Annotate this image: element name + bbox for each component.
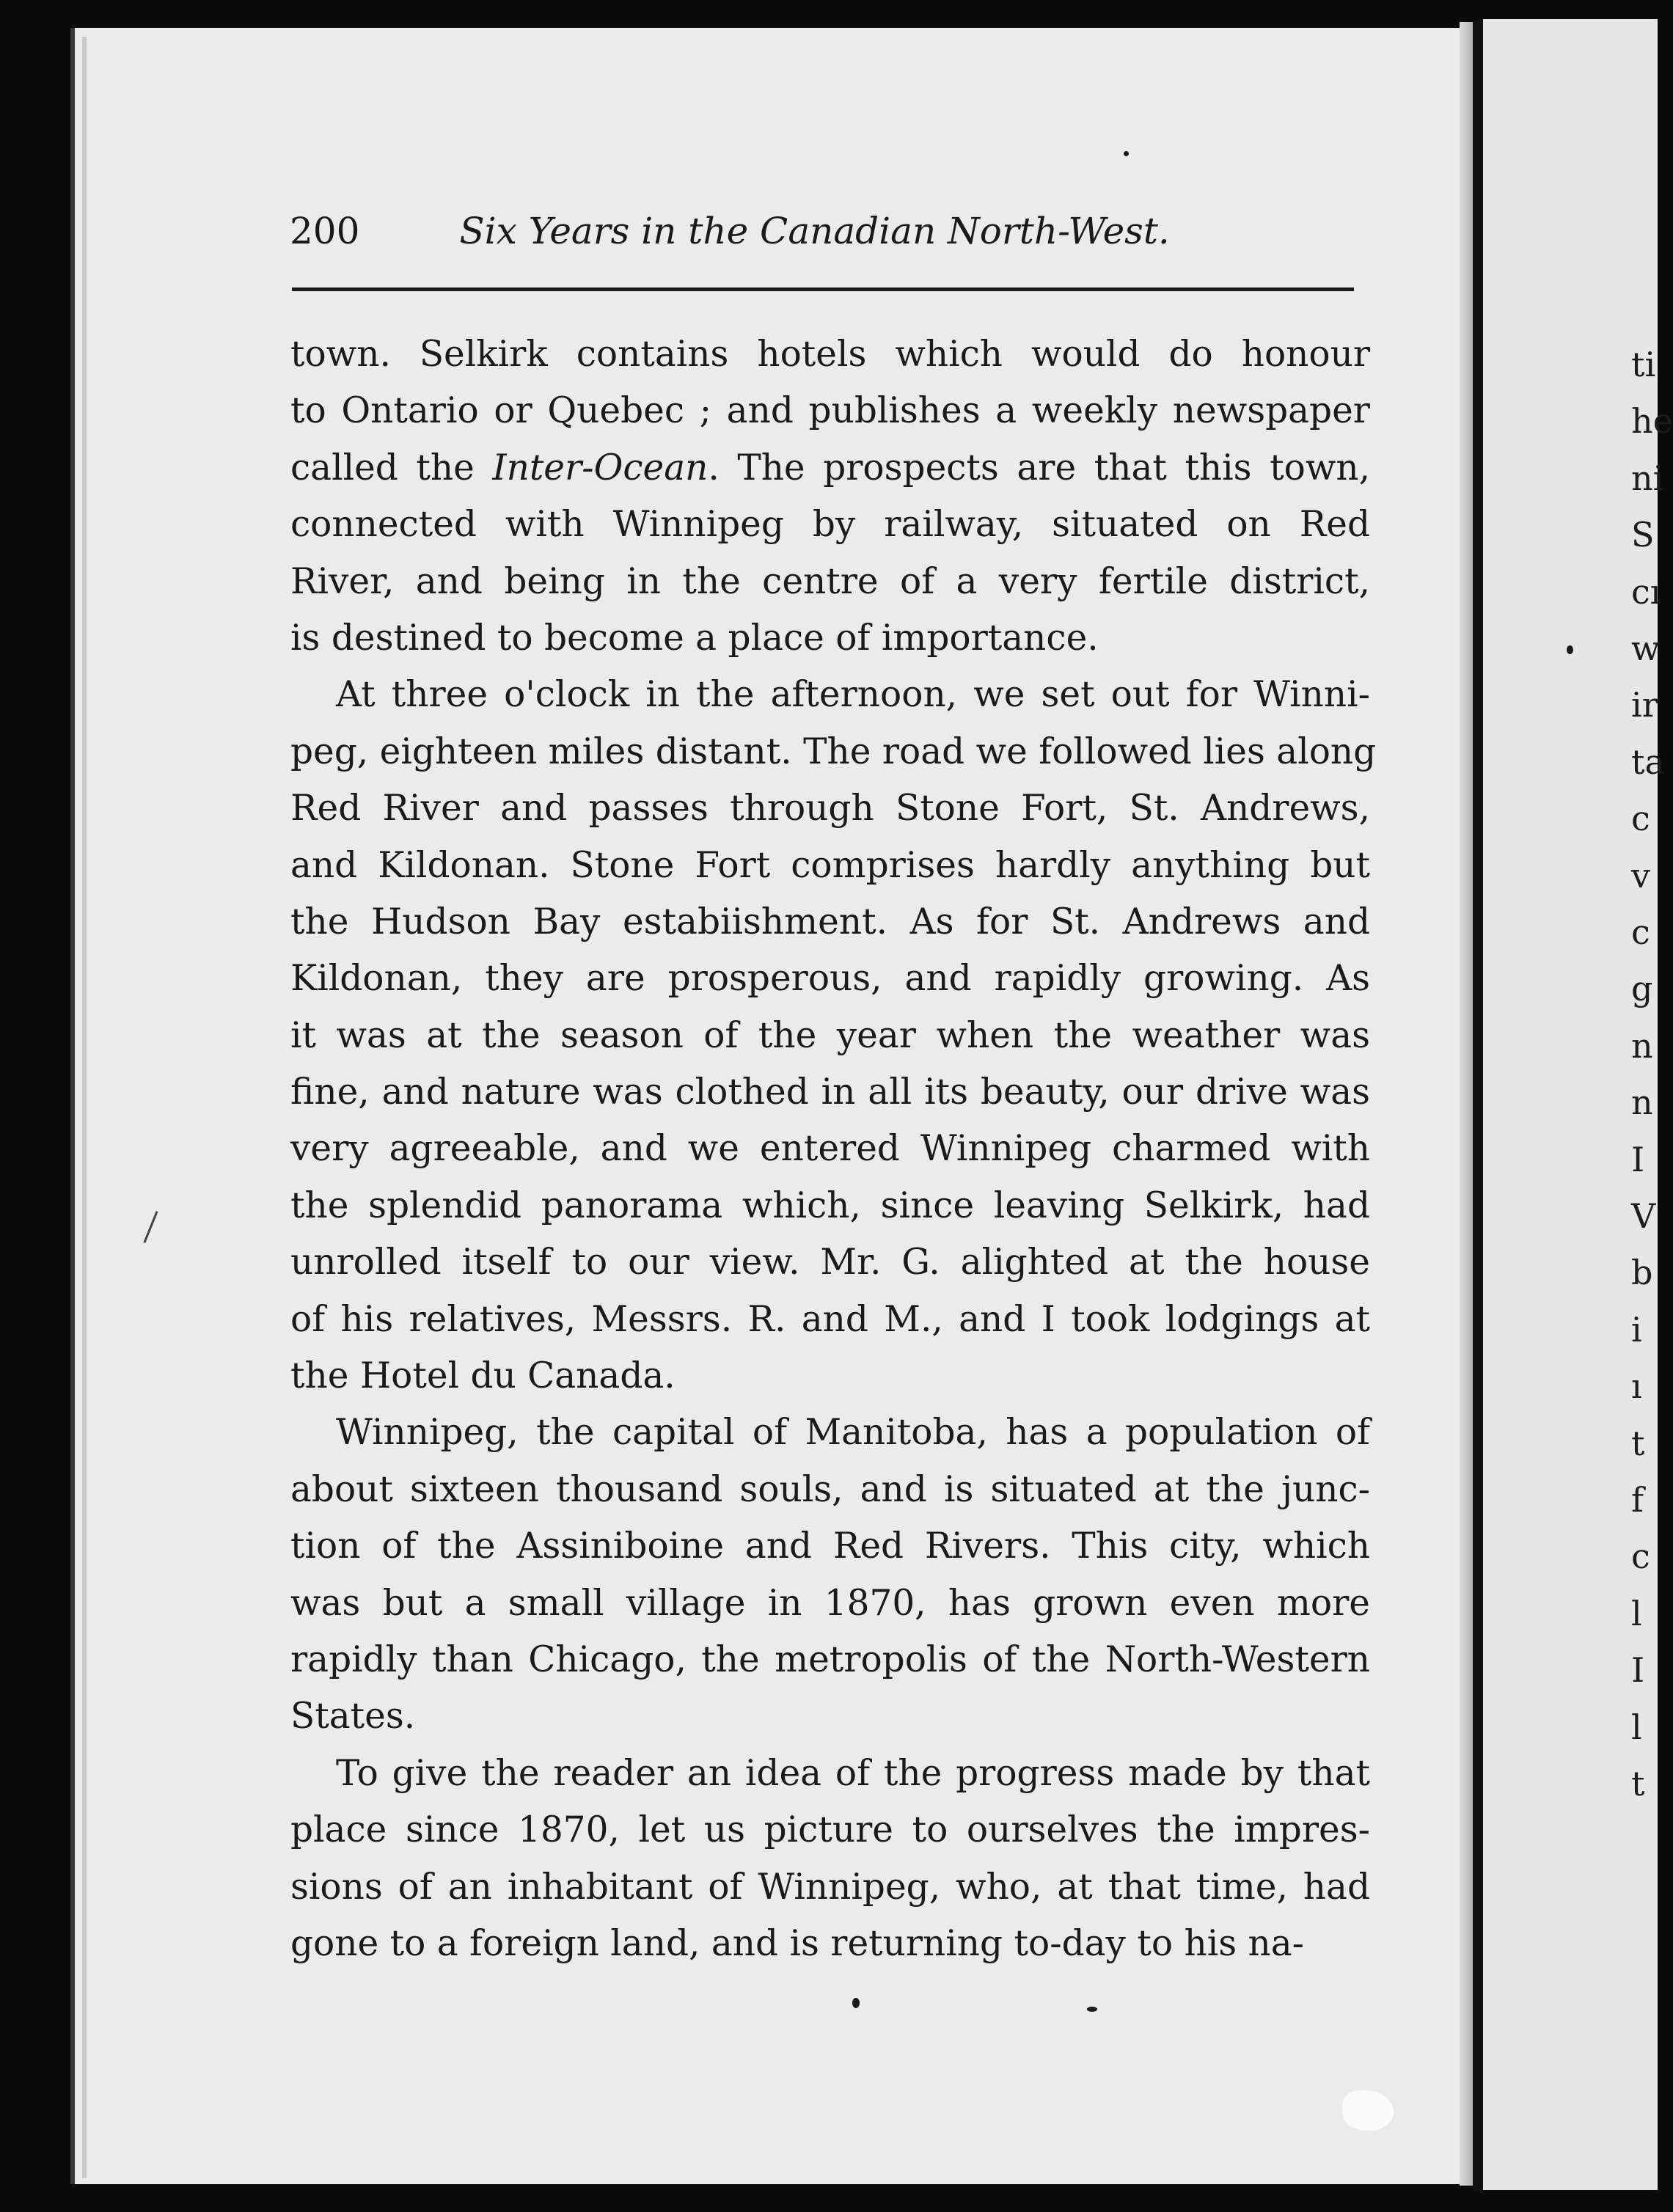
text-line: peg, eighteen miles distant. The road we followed lies along bbox=[290, 730, 1377, 772]
text-line: River, and being in the centre of a very fertile district, bbox=[290, 560, 1370, 602]
running-title: Six Years in the Canadian North-West. bbox=[459, 210, 1170, 252]
right-page-fragment-line: t bbox=[1631, 1764, 1645, 1803]
text-line: about sixteen thousand souls, and is situated at the junc- bbox=[290, 1468, 1370, 1510]
right-page-fragment-line: S bbox=[1631, 515, 1655, 555]
right-page-fragment-line: i bbox=[1631, 1309, 1642, 1349]
body-text bbox=[290, 326, 1377, 1972]
right-page-fragment-line: ta bbox=[1631, 741, 1665, 782]
text-line: To give the reader an idea of the progress made by that bbox=[336, 1752, 1370, 1794]
book-spine bbox=[1473, 21, 1483, 2191]
right-page-fragment-line: ni bbox=[1631, 458, 1664, 498]
right-page-fragment-line: ı bbox=[1631, 1366, 1642, 1407]
text-line: called the Inter-Ocean. The prospects are that this town, bbox=[290, 447, 1370, 488]
text-line: gone to a foreign land, and is returning to-day to his na- bbox=[290, 1922, 1305, 1964]
header-rule bbox=[292, 288, 1354, 291]
text-line: Winnipeg, the capital of Manitoba, has a population of bbox=[336, 1412, 1370, 1454]
text-line: fine, and nature was clothed in all its beauty, our drive was bbox=[290, 1072, 1370, 1113]
page-edge bbox=[82, 37, 87, 2178]
right-page-fragment-line: ir bbox=[1631, 685, 1658, 725]
text-line: and Kildonan. Stone Fort comprises hardly anything but bbox=[290, 844, 1370, 886]
text-line: to Ontario or Quebec ; and publishes a weekly newspaper bbox=[290, 390, 1370, 432]
right-page-fragment-line: g bbox=[1631, 969, 1653, 1009]
text-line: was but a small village in 1870, has grown even more bbox=[290, 1582, 1370, 1624]
right-page-fragment-line: c bbox=[1631, 912, 1650, 952]
right-page-fragment-line: t bbox=[1631, 1423, 1645, 1463]
ink-speck bbox=[852, 1998, 860, 2008]
text-line: very agreeable, and we entered Winnipeg charmed with bbox=[290, 1128, 1370, 1170]
right-page-fragment-line: I bbox=[1631, 1650, 1645, 1691]
text-line: tion of the Assiniboine and Red Rivers. This city, which bbox=[290, 1526, 1370, 1567]
text-line: the Hudson Bay estabiishment. As for St. Andrews and bbox=[290, 901, 1370, 942]
text-line: unrolled itself to our view. Mr. G. alighted at the house bbox=[290, 1242, 1370, 1283]
right-page-fragment-line: l bbox=[1631, 1707, 1642, 1747]
page-number: 200 bbox=[290, 210, 360, 252]
right-page-fragment-line: w bbox=[1631, 629, 1661, 668]
right-page-fragment-line: cı bbox=[1631, 571, 1661, 612]
text-line: Kildonan, they are prosperous, and rapidly growing. As bbox=[290, 958, 1370, 1000]
right-page-fragment-line: ti bbox=[1631, 345, 1656, 384]
right-page-fragment-line: l bbox=[1631, 1593, 1642, 1633]
text-line: sions of an inhabitant of Winnipeg, who, at that time, had bbox=[290, 1866, 1370, 1908]
text-line: is destined to become a place of importance. bbox=[290, 617, 1099, 659]
right-page-fragment-line: b bbox=[1631, 1253, 1653, 1293]
right-page-fragment-line: n bbox=[1631, 1025, 1653, 1066]
text-line: Red River and passes through Stone Fort, St. Andrews, bbox=[290, 788, 1370, 830]
text-line: connected with Winnipeg by railway, situated on Red bbox=[290, 504, 1370, 546]
text-line: the Hotel du Canada. bbox=[290, 1355, 676, 1397]
right-page-fragment-line: f bbox=[1631, 1480, 1644, 1520]
text-line: of his relatives, Messrs. R. and M., and I took lodgings at bbox=[290, 1298, 1370, 1340]
right-page-fragment-line: V bbox=[1631, 1196, 1656, 1236]
right-page-fragment-line: c bbox=[1631, 1537, 1650, 1577]
right-page-fragment-line: v bbox=[1631, 855, 1650, 896]
text-line: the splendid panorama which, since leaving Selkirk, had bbox=[290, 1184, 1370, 1226]
text-line: States. bbox=[290, 1696, 416, 1737]
right-page-fragment-line: n bbox=[1631, 1083, 1653, 1123]
text-line: it was at the season of the year when the weather was bbox=[290, 1014, 1370, 1056]
ink-speck bbox=[1124, 151, 1129, 156]
text-line: place since 1870, let us picture to ourselves the impres- bbox=[290, 1809, 1370, 1851]
text-line: town. Selkirk contains hotels which would do honour bbox=[290, 334, 1370, 375]
right-page-fragment-line: he bbox=[1631, 401, 1673, 442]
ink-speck bbox=[1567, 645, 1573, 654]
text-line: At three o'clock in the afternoon, we set out for Winni- bbox=[336, 674, 1370, 716]
text-line: rapidly than Chicago, the metropolis of the North-Western bbox=[290, 1638, 1370, 1680]
ink-speck bbox=[1087, 2007, 1097, 2012]
right-page-fragment-line: I bbox=[1631, 1139, 1645, 1179]
running-header bbox=[290, 210, 1353, 252]
right-page-fragment-line: c bbox=[1631, 799, 1650, 839]
